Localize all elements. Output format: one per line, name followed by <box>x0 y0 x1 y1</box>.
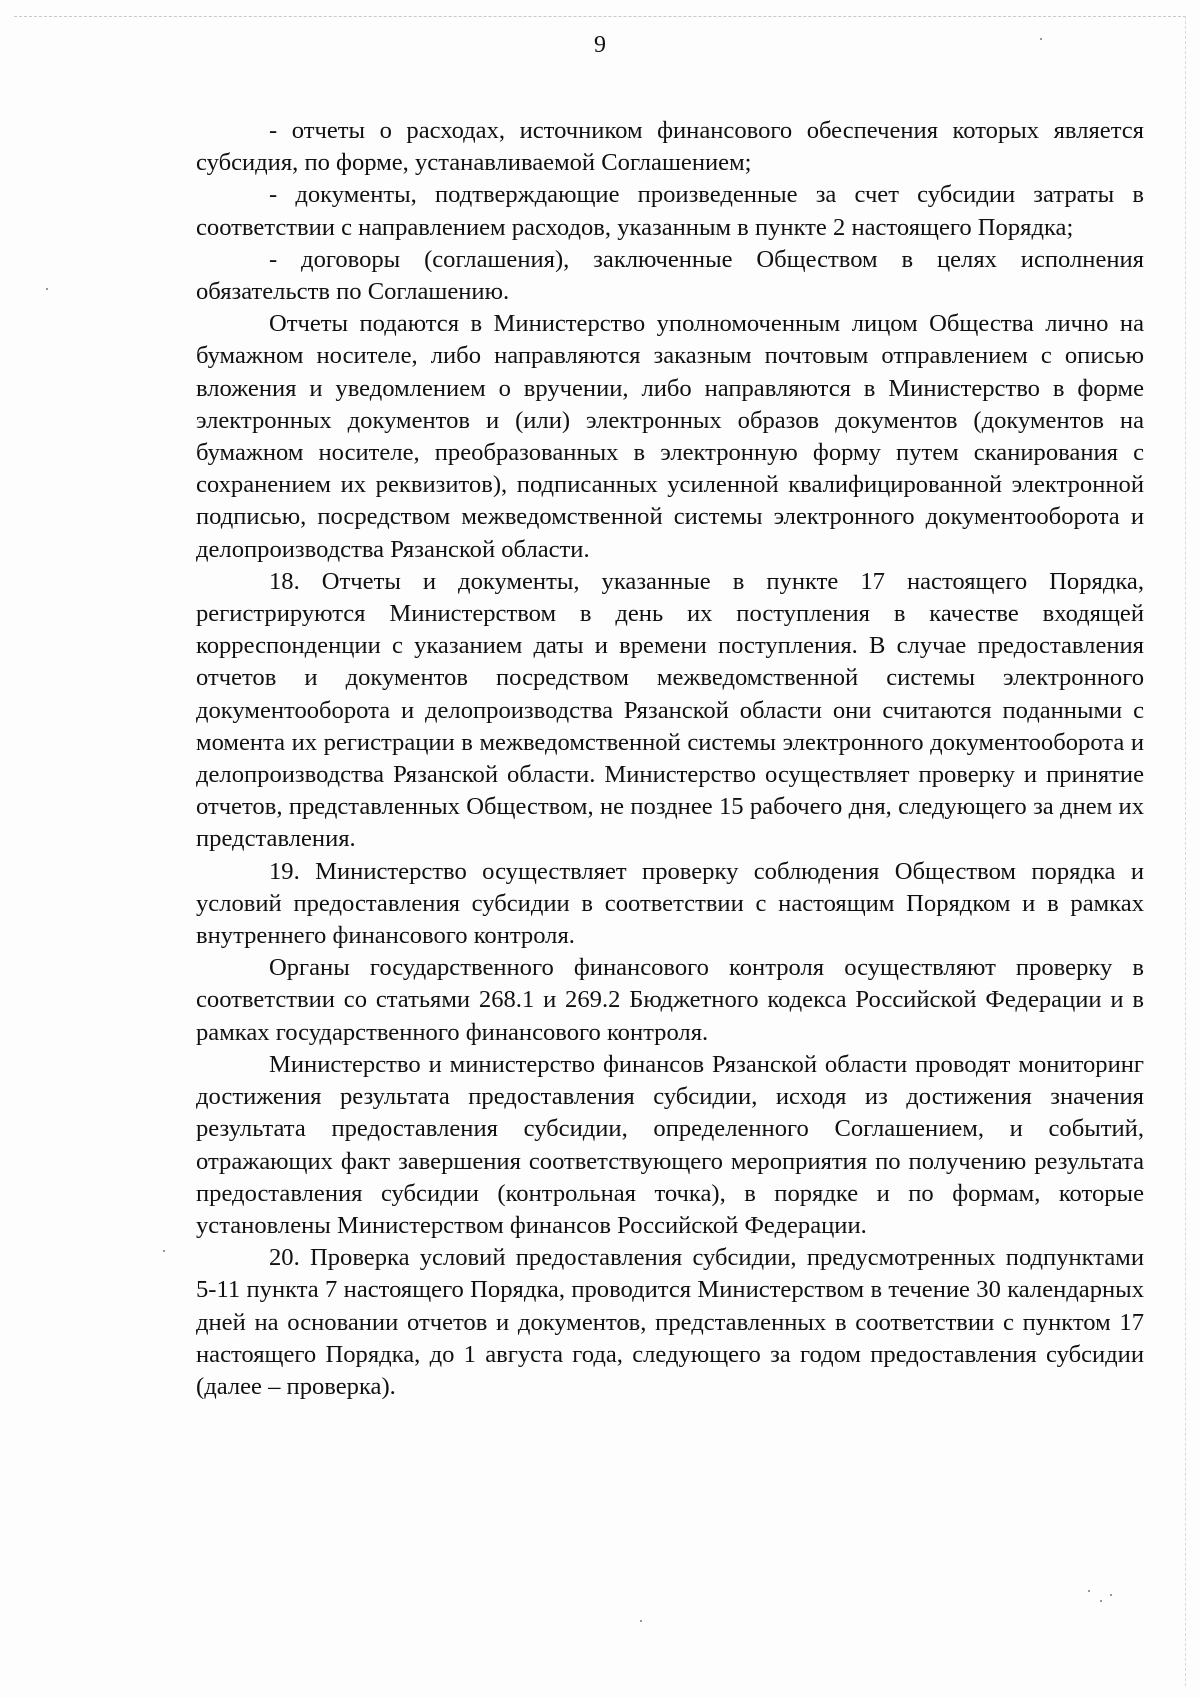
scan-edge-right <box>1185 16 1186 1686</box>
scan-speck <box>163 1250 165 1252</box>
paragraph: - документы, подтверждающие произведенные за счет субсидии затраты в соответствии с направлением расходов, указанным в пункте 2 настоящего Порядка; <box>196 181 1144 241</box>
scan-speck <box>640 1620 642 1622</box>
scan-speck <box>1110 1594 1112 1596</box>
scan-speck <box>1040 38 1042 40</box>
paragraph: Отчеты подаются в Министерство уполномоченным лицом Общества лично на бумажном носителе, либо направляются заказным почтовым отправлением с описью вложения и уведомлением о вручении, либо направляются в Министерство в форме электронных документов и (или) электронных образов документов (документов на бумажном носителе, преобразованных в электронную форму путем сканирования с сохранением их реквизитов), подписанных усиленной квалифицированной электронной подписью, посредством межведомственной системы электронного документооборота и делопроизводства Рязанской области. <box>196 310 1144 563</box>
scan-speck <box>1088 1590 1090 1592</box>
scan-edge-top <box>14 16 1186 17</box>
paragraph: Министерство и министерство финансов Рязанской области проводят мониторинг достижения результата предоставления субсидии, исходя из достижения значения результата предоставления субсидии, определенного Соглашением, и событий, отражающих факт завершения соответствующего мероприятия по получению результата предоставления субсидии (контрольная точка), в порядке и по формам, которые установлены Министерством финансов Российской Федерации. <box>196 1050 1144 1239</box>
paragraph: 20. Проверка условий предоставления субсидии, предусмотренных подпунктами 5-11 пункта 7 настоящего Порядка, проводится Министерством в течение 30 календарных дней на основании отчетов и документов, представленных в соответствии с пунктом 17 настоящего Порядка, до 1 августа года, следующего за годом предоставления субсидии (далее – проверка). <box>196 1244 1144 1400</box>
paragraph: 19. Министерство осуществляет проверку соблюдения Обществом порядка и условий предоставления субсидии в соответствии с настоящим Порядком и в рамках внутреннего финансового контроля. <box>196 857 1144 950</box>
page-number: 9 <box>594 32 606 58</box>
paragraph: 18. Отчеты и документы, указанные в пункте 17 настоящего Порядка, регистрируются Министерством в день их поступления в качестве входящей корреспонденции с указанием даты и времени поступления. В случае предоставления отчетов и документов посредством межведомственной системы электронного документооборота и делопроизводства Рязанской области они считаются поданными с момента их регистрации в межведомственной системы электронного документооборота и делопроизводства Рязанской области. Министерство осуществляет проверку и принятие отчетов, представленных Обществом, не позднее 15 рабочего дня, следующего за днем их представления. <box>196 567 1144 853</box>
paragraph: - договоры (соглашения), заключенные Обществом в целях исполнения обязательств по Соглашению. <box>196 245 1144 306</box>
scan-speck <box>1100 1600 1102 1602</box>
paragraph: Органы государственного финансового контроля осуществляют проверку в соответствии со статьями 268.1 и 269.2 Бюджетного кодекса Российской Федерации и в рамках государственного финансового контроля. <box>196 954 1144 1046</box>
paragraph: - отчеты о расходах, источником финансового обеспечения которых является субсидия, по форме, устанавливаемой Соглашением; <box>196 117 1144 177</box>
scan-speck <box>46 288 48 290</box>
document-body <box>196 115 1144 1403</box>
